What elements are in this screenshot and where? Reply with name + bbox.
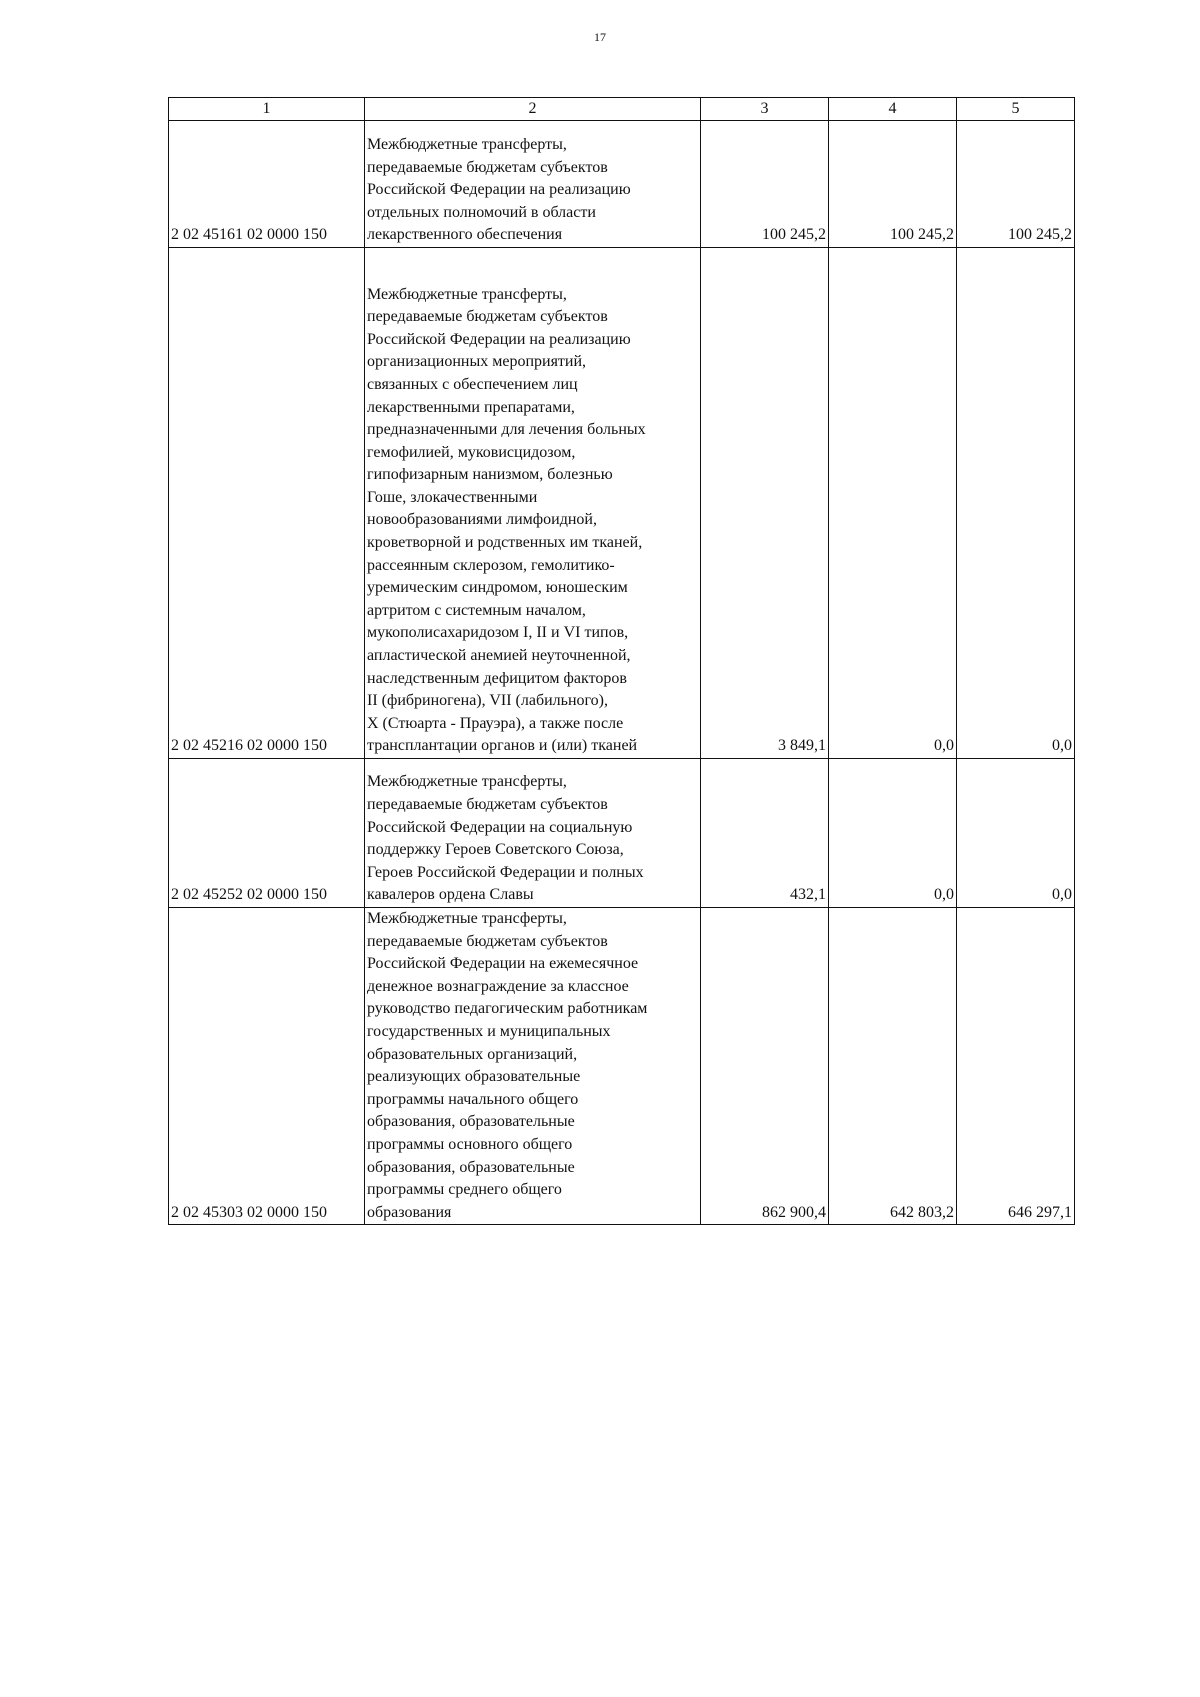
- column-header-3: 3: [701, 98, 829, 121]
- amount-cell-col5: 100 245,2: [957, 121, 1075, 248]
- amount-cell-col5: 646 297,1: [957, 908, 1075, 1225]
- table-row: [169, 248, 1075, 759]
- description-text: Межбюджетные трансферты, передаваемые бюджетам субъектов Российской Федерации на реализацию отдельных полномочий в области лекарственного обеспечения: [367, 136, 631, 244]
- amount-cell-col3: 862 900,4: [701, 908, 829, 1225]
- column-header-2: 2: [365, 98, 701, 121]
- description-cell: [365, 908, 701, 1225]
- table-row: [169, 121, 1075, 248]
- budget-table: [168, 97, 1075, 1225]
- amount-cell-col3: 3 849,1: [701, 248, 829, 759]
- column-header-1: 1: [169, 98, 365, 121]
- amount-cell-col4: 642 803,2: [829, 908, 957, 1225]
- description-cell: [365, 248, 701, 759]
- description-cell: [365, 121, 701, 248]
- amount-cell-col4: 0,0: [829, 759, 957, 908]
- description-cell: [365, 759, 701, 908]
- amount-cell-col4: 100 245,2: [829, 121, 957, 248]
- table-row: [169, 759, 1075, 908]
- budget-code-cell: 2 02 45303 02 0000 150: [169, 908, 365, 1225]
- amount-cell-col4: 0,0: [829, 248, 957, 759]
- description-text: Межбюджетные трансферты, передаваемые бюджетам субъектов Российской Федерации на ежемесячное денежное вознаграждение за классное руководство педагогическим работникам государственных и муниципальных образовательных организаций, реализующих образовательные программы начального общего образования, образовательные программы основного общего образования, образовательные программы среднего общего образования: [367, 910, 648, 1221]
- column-header-5: 5: [957, 98, 1075, 121]
- table-header-row: [169, 98, 1075, 121]
- amount-cell-col5: 0,0: [957, 248, 1075, 759]
- page-number: 17: [594, 30, 606, 44]
- description-text: Межбюджетные трансферты, передаваемые бюджетам субъектов Российской Федерации на социальную поддержку Героев Советского Союза, Героев Российской Федерации и полных кавалеров ордена Славы: [367, 773, 644, 904]
- description-text: Межбюджетные трансферты, передаваемые бюджетам субъектов Российской Федерации на реализацию организационных мероприятий, связанных с обеспечением лиц лекарственными препаратами, предназначенными для лечения больных гемофилией, муковисцидозом, гипофизарным нанизмом, болезнью Гоше, злокачественными новообразованиями лимфоидной, кроветворной и родственных им тканей, рассеянным склерозом, гемолитико- уремическим синдромом, юношеским артритом с системным началом, мукополисахаридозом I, II и VI типов, апластической анемией неуточненной, наследственным дефицитом факторов II (фибриногена), VII (лабильного), X (Стюарта - Прауэра), а также после трансплантации органов и (или) тканей: [367, 285, 646, 755]
- budget-code-cell: 2 02 45161 02 0000 150: [169, 121, 365, 248]
- amount-cell-col3: 100 245,2: [701, 121, 829, 248]
- column-header-4: 4: [829, 98, 957, 121]
- table-row: [169, 908, 1075, 1225]
- amount-cell-col3: 432,1: [701, 759, 829, 908]
- budget-code-cell: 2 02 45252 02 0000 150: [169, 759, 365, 908]
- budget-code-cell: 2 02 45216 02 0000 150: [169, 248, 365, 759]
- amount-cell-col5: 0,0: [957, 759, 1075, 908]
